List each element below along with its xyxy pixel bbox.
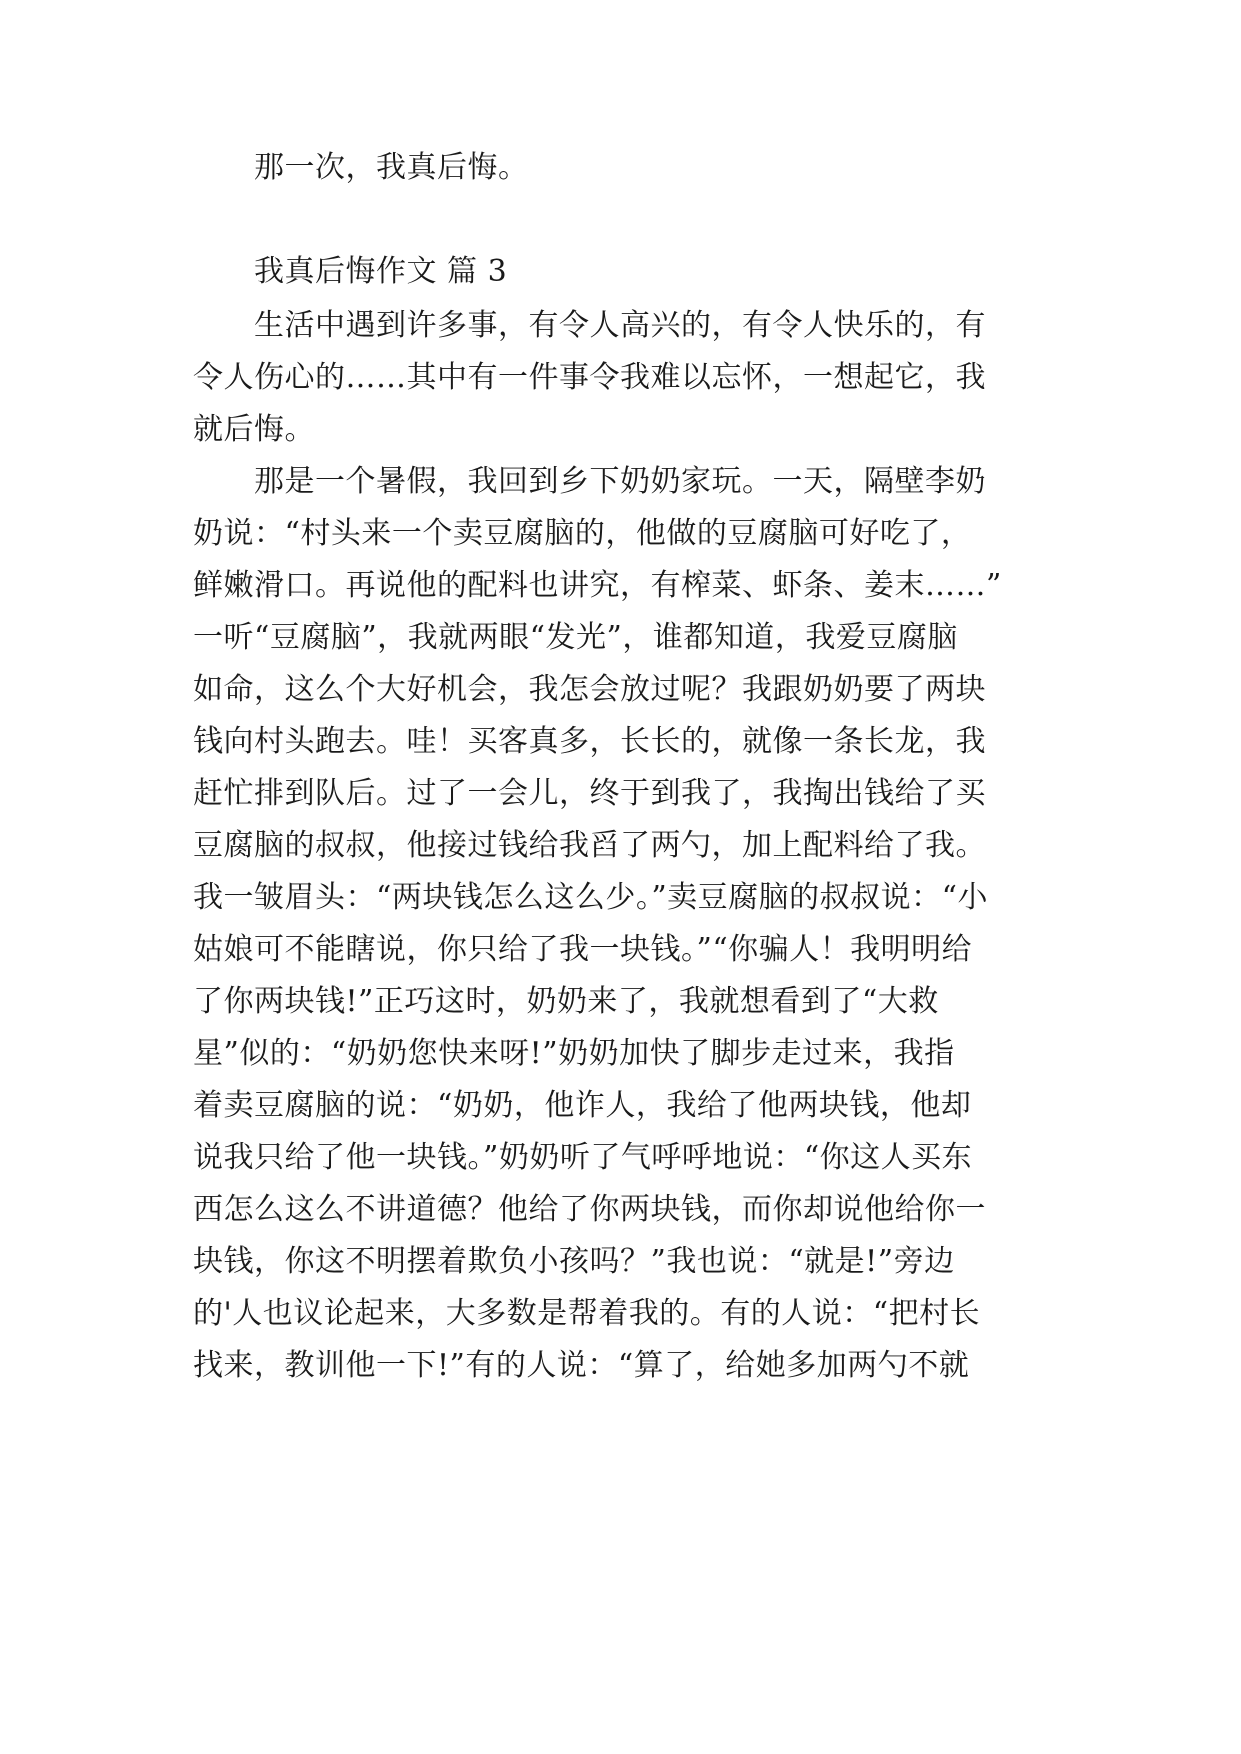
paragraph-2-line: 西怎么这么不讲道德？他给了你两块钱，而你却说他给你一 (193, 1192, 986, 1227)
paragraph-2-line: 星”似的：“奶奶您快来呀!”奶奶加快了脚步走过来，我指 (193, 1036, 955, 1071)
paragraph-2-line: 的'人也议论起来，大多数是帮着我的。有的人说：“把村长 (193, 1296, 981, 1331)
paragraph-2-line: 钱向村头跑去。哇！买客真多，长长的，就像一条长龙，我 (193, 724, 986, 759)
paragraph-1-line: 令人伤心的……其中有一件事令我难以忘怀，一想起它，我 (193, 360, 986, 395)
paragraph-2-line: 找来，教训他一下!”有的人说：“算了，给她多加两勺不就 (193, 1348, 970, 1383)
closing-line: 那一次，我真后悔。 (254, 150, 529, 185)
paragraph-2-line: 姑娘可不能瞎说，你只给了我一块钱。”“你骗人！我明明给 (193, 932, 973, 967)
paragraph-2-line: 如命，这么个大好机会，我怎会放过呢？我跟奶奶要了两块 (193, 672, 986, 707)
paragraph-2-line: 鲜嫩滑口。再说他的配料也讲究，有榨菜、虾条、姜末……” (193, 568, 1002, 603)
paragraph-2-line: 那是一个暑假，我回到乡下奶奶家玩。一天，隔壁李奶 (254, 464, 986, 499)
paragraph-2-line: 一听“豆腐脑”，我就两眼“发光”，谁都知道，我爱豆腐脑 (193, 620, 958, 655)
paragraph-2-line: 赶忙排到队后。过了一会儿，终于到我了，我掏出钱给了买 (193, 776, 986, 811)
paragraph-2-line: 块钱，你这不明摆着欺负小孩吗？”我也说：“就是!”旁边 (193, 1244, 955, 1279)
paragraph-1-line: 生活中遇到许多事，有令人高兴的，有令人快乐的，有 (254, 308, 986, 343)
paragraph-2-line: 了你两块钱!”正巧这时，奶奶来了，我就想看到了“大救 (193, 984, 939, 1019)
paragraph-2-line: 豆腐脑的叔叔，他接过钱给我舀了两勺，加上配料给了我。 (193, 828, 986, 863)
paragraph-2-line: 我一皱眉头：“两块钱怎么这么少。”卖豆腐脑的叔叔说：“小 (193, 880, 989, 915)
paragraph-2-line: 奶说：“村头来一个卖豆腐脑的，他做的豆腐脑可好吃了， (193, 516, 972, 551)
essay-heading: 我真后悔作文 篇 3 (254, 254, 508, 289)
paragraph-1-line: 就后悔。 (193, 412, 315, 447)
paragraph-2-line: 说我只给了他一块钱。”奶奶听了气呼呼地说：“你这人买东 (193, 1140, 973, 1175)
paragraph-2-line: 着卖豆腐脑的说：“奶奶，他诈人，我给了他两块钱，他却 (193, 1088, 972, 1123)
